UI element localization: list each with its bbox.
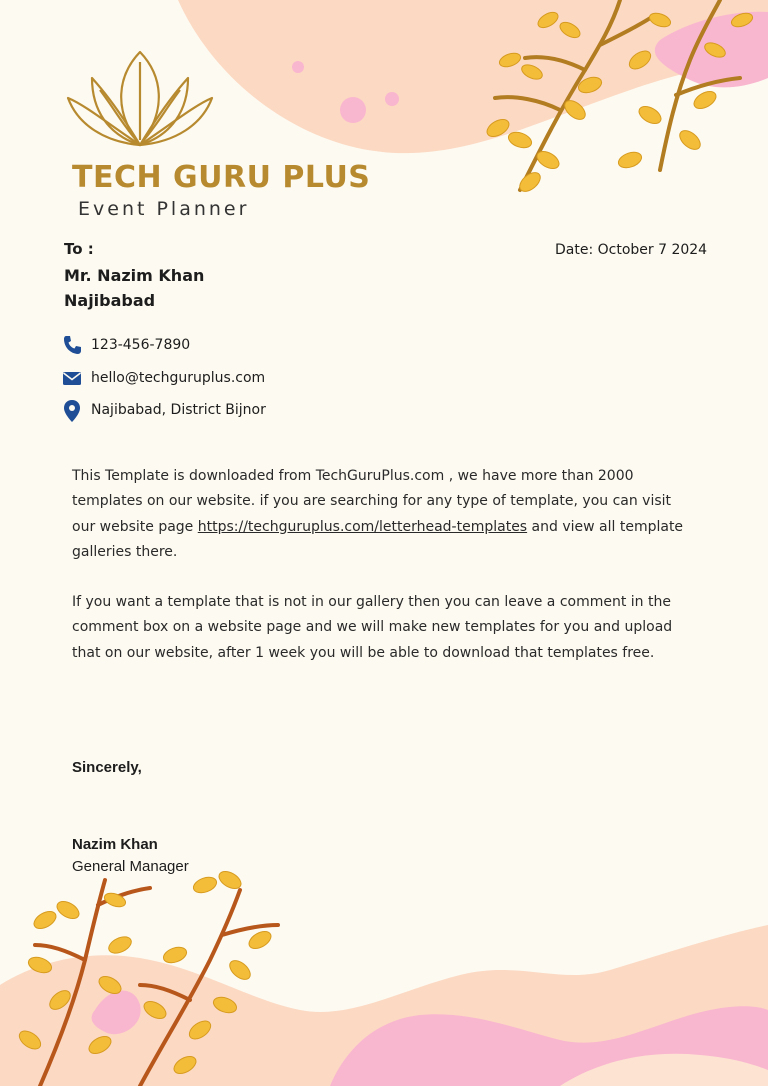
to-label: To : xyxy=(64,240,94,258)
recipient-city: Najibabad xyxy=(64,291,156,310)
body-paragraph-2: If you want a template that is not in our gallery then you can leave a comment in the comment box on a website page and we will make new templates for you and upload that on our website, after 1 week you will be able to download that templates free. xyxy=(72,594,673,661)
brand-name: TECH GURU PLUS xyxy=(72,160,371,195)
letter-date: Date: October 7 2024 xyxy=(555,242,708,258)
pink-dot xyxy=(385,92,399,106)
brand-tagline: Event Planner xyxy=(78,198,250,220)
signature-title: General Manager xyxy=(72,858,189,875)
recipient-block xyxy=(64,263,204,313)
phone-number: 123-456-7890 xyxy=(91,337,191,353)
body-p1-text: This Template is downloaded from TechGuruPlus.com , we have more than 2000 templates on our website. if you are searching for any type of template, you can visit our website page xyxy=(72,468,672,535)
contact-email xyxy=(62,367,265,389)
body-paragraph-1 xyxy=(72,464,692,565)
letter-body xyxy=(72,464,692,691)
phone-icon xyxy=(62,334,82,356)
pink-dot xyxy=(292,61,304,73)
contact-phone xyxy=(62,334,190,356)
letterhead-templates-link[interactable]: https://techguruplus.com/letterhead-templates xyxy=(197,518,528,535)
signature-name: Nazim Khan xyxy=(72,836,158,853)
top-peach-wave xyxy=(178,0,768,153)
lotus-icon xyxy=(68,52,212,145)
pink-dot xyxy=(340,97,366,123)
closing: Sincerely, xyxy=(72,759,142,776)
recipient-name: Mr. Nazim Khan xyxy=(64,266,205,285)
envelope-icon xyxy=(62,367,82,389)
email-address: hello@techguruplus.com xyxy=(91,370,266,386)
map-pin-icon xyxy=(62,399,82,421)
contact-address xyxy=(62,399,266,421)
address-text: Najibabad, District Bijnor xyxy=(91,402,266,418)
body-p1-text-end: and view all template galleries there. xyxy=(72,518,684,560)
